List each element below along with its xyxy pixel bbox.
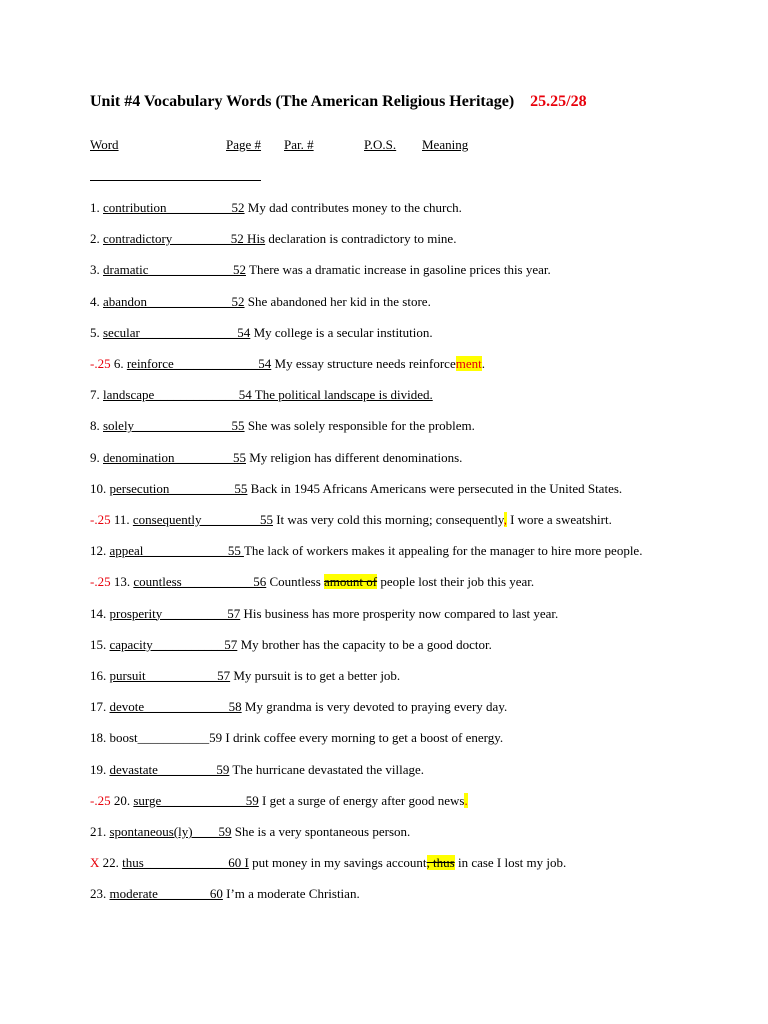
example-sentence: put money in my savings account: [252, 855, 427, 871]
example-sentence: My dad contributes money to the church.: [247, 200, 462, 215]
correction-highlight: ,: [503, 512, 507, 527]
deduction-mark: -.25: [90, 792, 111, 808]
column-header: [90, 137, 587, 153]
correction-strikethrough: , thus: [426, 855, 455, 871]
vocab-word: landscape_____________54 The political landscape is divided.: [103, 387, 433, 403]
item-number: 12.: [90, 543, 107, 559]
item-number: 8.: [90, 418, 100, 434]
item-number: 5.: [90, 324, 100, 340]
correction-strikethrough: amount of: [324, 574, 378, 590]
example-sentence: I get a surge of energy after good news: [262, 792, 465, 808]
vocab-row: [90, 886, 360, 902]
example-sentence: The lack of workers makes it appealing for the manager to hire more people.: [243, 543, 643, 559]
vocab-row: [90, 543, 642, 559]
vocab-row: [90, 200, 462, 216]
item-number: 2.: [90, 231, 100, 247]
vocab-row: [90, 668, 400, 684]
item-number: 19.: [90, 761, 107, 777]
example-sentence: My college is a secular institution.: [253, 324, 433, 340]
deduction-mark: -.25: [90, 356, 111, 371]
example-sentence-end: in case I lost my job.: [454, 855, 567, 871]
vocab-row: [90, 262, 551, 278]
vocab-row: [90, 855, 566, 871]
vocab-row: [90, 231, 456, 247]
example-sentence: My essay structure needs reinforce: [274, 356, 456, 371]
item-number: 6.: [113, 356, 124, 371]
vocab-word: capacity___________57: [109, 636, 238, 652]
example-sentence: She was solely responsible for the problem.: [247, 418, 475, 434]
item-number: 21.: [90, 824, 107, 839]
vocab-row: [90, 606, 558, 622]
example-sentence: My grandma is very devoted to praying every day.: [244, 699, 508, 715]
item-number: 22.: [102, 855, 119, 871]
header-par: Par. #: [284, 137, 314, 152]
vocab-word: surge_____________59: [133, 792, 259, 808]
vocab-word: solely_______________55: [103, 418, 245, 434]
vocab-word: consequently_________55: [132, 512, 273, 527]
vocab-row: [90, 294, 431, 310]
example-sentence: I’m a moderate Christian.: [226, 886, 360, 902]
example-sentence: His business has more prosperity now compared to last year.: [243, 605, 559, 621]
vocab-word: prosperity__________57: [109, 605, 241, 621]
vocab-word: pursuit___________57: [109, 668, 231, 683]
item-number: 18.: [90, 730, 107, 746]
vocab-row: [90, 481, 622, 497]
vocab-row: [90, 512, 612, 528]
title-text: Unit #4 Vocabulary Words (The American Religious Heritage): [90, 93, 515, 110]
example-sentence: I drink coffee every morning to get a boost of energy.: [225, 730, 504, 746]
vocab-word: thus_____________60 I: [122, 855, 249, 871]
vocab-word: contribution__________52: [103, 200, 245, 215]
item-number: 23.: [90, 886, 107, 902]
example-sentence: My pursuit is to get a better job.: [233, 668, 401, 683]
example-sentence: She is a very spontaneous person.: [234, 824, 411, 839]
vocab-row: [90, 574, 534, 590]
example-sentence: My brother has the capacity to be a good doctor.: [240, 636, 492, 652]
header-word: Word: [90, 137, 119, 152]
vocab-word: moderate________60: [109, 886, 223, 902]
vocab-row: [90, 637, 492, 653]
correction-highlight: .: [464, 792, 468, 808]
vocab-row: [90, 450, 462, 466]
deduction-mark: -.25: [90, 512, 111, 527]
vocab-word: spontaneous(ly)____59: [109, 824, 232, 839]
item-number: 16.: [90, 668, 107, 683]
header-page: Page #: [226, 137, 262, 152]
vocab-word: boost___________59: [109, 730, 223, 746]
example-sentence-end: I wore a sweatshirt.: [506, 512, 612, 527]
vocab-word: secular_______________54: [103, 324, 251, 340]
vocab-row: [90, 418, 475, 434]
example-sentence: There was a dramatic increase in gasoline prices this year.: [249, 262, 551, 278]
example-sentence: Back in 1945 Africans Americans were persecuted in the United States.: [250, 480, 623, 496]
vocab-row: [90, 325, 433, 341]
item-number: 15.: [90, 636, 107, 652]
vocab-row: [90, 699, 507, 715]
item-number: 11.: [113, 512, 130, 527]
vocab-word: reinforce_____________54: [126, 356, 272, 371]
item-number: 9.: [90, 449, 100, 465]
example-sentence: My religion has different denominations.: [249, 449, 463, 465]
example-sentence: She abandoned her kid in the store.: [247, 293, 431, 309]
vocab-word: denomination_________55: [103, 449, 246, 465]
example-sentence: The hurricane devastated the village.: [232, 761, 425, 777]
deduction-mark: X: [90, 855, 100, 871]
item-number: 10.: [90, 480, 107, 496]
deduction-mark: -.25: [90, 574, 111, 590]
vocab-word: dramatic_____________52: [103, 262, 246, 278]
vocab-word: devastate_________59: [109, 761, 230, 777]
item-number: 7.: [90, 387, 100, 403]
vocab-row: [90, 793, 468, 809]
header-underline: [90, 180, 261, 181]
document-title: [90, 93, 587, 111]
item-number: 20.: [113, 792, 131, 808]
vocab-word: devote_____________58: [109, 699, 242, 715]
vocab-word: contradictory_________52 His: [103, 231, 266, 247]
header-meaning: Meaning: [422, 137, 469, 152]
example-sentence: Countless: [269, 574, 325, 590]
vocab-word: abandon_____________52: [103, 293, 245, 309]
example-sentence: declaration is contradictory to mine.: [268, 231, 457, 247]
item-number: 13.: [113, 574, 131, 590]
vocab-row: [90, 730, 503, 746]
example-sentence: It was very cold this morning; consequently: [276, 512, 504, 527]
item-number: 3.: [90, 262, 100, 278]
item-number: 4.: [90, 293, 100, 309]
vocab-word: persecution__________55: [109, 480, 248, 496]
item-number: 14.: [90, 605, 107, 621]
vocab-word: countless___________56: [133, 574, 267, 590]
score: 25.25/28: [530, 93, 587, 110]
vocab-word: appeal_____________55: [109, 543, 244, 559]
item-number: 17.: [90, 699, 107, 715]
vocab-row: [90, 387, 433, 403]
example-sentence-end: .: [481, 356, 485, 371]
vocab-row: [90, 356, 485, 372]
header-pos: P.O.S.: [364, 137, 397, 152]
vocab-row: [90, 762, 424, 778]
example-sentence-end: people lost their job this year.: [377, 574, 535, 590]
item-number: 1.: [90, 200, 100, 215]
vocab-row: [90, 824, 410, 840]
correction-highlight: ment: [455, 356, 482, 371]
